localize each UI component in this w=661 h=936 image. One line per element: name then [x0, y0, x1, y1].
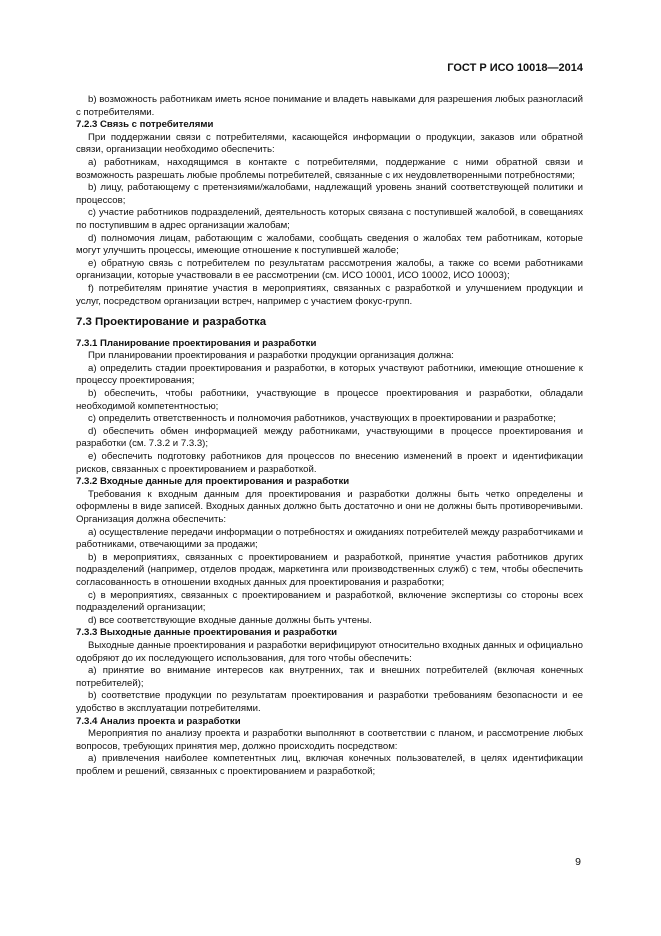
section-heading: 7.3.1 Планирование проектирования и разработки	[76, 337, 317, 349]
paragraph: При планировании проектирования и разработки продукции организация должна:	[88, 350, 454, 362]
paragraph: Мероприятия по анализу проекта и разработки выполняют в соответствии с планом, и рассмотрение любых вопросов, требующих принятия мер, должно происходить посредством:	[76, 728, 583, 752]
section-heading: 7.2.3 Связь с потребителями	[76, 119, 214, 131]
paragraph: d) обеспечить обмен информацией между работниками, участвующими в процессе проектирования и разработки (см. 7.3.2 и 7.3.3);	[76, 425, 583, 450]
document-header: ГОСТ Р ИСО 10018—2014	[447, 62, 583, 74]
paragraph: Требования к входным данным для проектирования и разработки должны быть четко определены и оформлены в виде записей. Входных данных должно быть достаточно и они не должны быть противоречивыми. Организация должна обеспечить:	[76, 488, 583, 525]
paragraph: b) лицу, работающему с претензиями/жалобами, надлежащий уровень знаний соответствующей политики и процессов;	[76, 182, 583, 206]
section-heading: 7.3.4 Анализ проекта и разработки	[76, 715, 241, 727]
paragraph: b) обеспечить, чтобы работники, участвующие в процессе проектирования и разработки, обладали необходимой компетентностью;	[76, 388, 583, 412]
paragraph: a) осуществление передачи информации о потребностях и ожиданиях потребителей между разработчиками и работниками, отвечающими за продажи;	[76, 526, 583, 551]
paragraph: При поддержании связи с потребителями, касающейся информации о продукции, заказов или обратной связи, организации необходимо обеспечить:	[76, 131, 583, 156]
paragraph: f) потребителям принятие участия в мероприятиях, связанных с разработкой и улучшением продукции и услуг, посредством организации встреч, например с участием фокус-групп.	[76, 282, 583, 307]
paragraph: d) полномочия лицам, работающим с жалобами, сообщать сведения о жалобах тем работникам, которые могут улучшить процессы, имеющие отношение к поступившей жалобе;	[76, 232, 583, 257]
paragraph: a) определить стадии проектирования и разработки, в которых участвуют работники, имеющие отношение к процессу проектирования;	[76, 362, 583, 387]
paragraph: b) соответствие продукции по результатам проектирования и разработки требованиям безопасности и ее удобство в эксплуатации потребителями.	[76, 690, 583, 714]
section-heading: 7.3 Проектирование и разработка	[76, 316, 267, 329]
paragraph: d) все соответствующие входные данные должны быть учтены.	[88, 614, 372, 626]
paragraph: a) привлечения наиболее компетентных лиц, включая конечных пользователей, в целях идентификации проблем и решений, связанных с проектированием и разработкой;	[76, 753, 583, 777]
paragraph: c) определить ответственность и полномочия работников, участвующих в проектировании и разработке;	[88, 413, 556, 425]
paragraph: e) обеспечить подготовку работников для процессов по внесению изменений в проект и идентификации рисков, связанных с проектированием и разработкой.	[76, 451, 583, 475]
section-heading: 7.3.2 Входные данные для проектирования и разработки	[76, 476, 350, 488]
paragraph: e) обратную связь с потребителем по результатам рассмотрения жалобы, а также со всеми работниками организации, которые участвовали в ее рассмотрении (см. ИСО 10001, ИСО 10002, ИСО 10003);	[76, 257, 583, 282]
document-body	[76, 94, 583, 778]
paragraph: c) в мероприятиях, связанных с проектированием и разработкой, включение экспертизы со стороны всех подразделений организации;	[76, 589, 583, 614]
paragraph: Выходные данные проектирования и разработки верифицируют относительно входных данных и официально одобряют до их последующего использования, для того чтобы обеспечить:	[76, 639, 583, 664]
paragraph: b) в мероприятиях, связанных с проектированием и разработкой, принятие участия работников других подразделений (например, отделов продаж, маркетинга или производственных служб) с тем, чтобы обеспечить согласованность в отношении входных данных для проектирования и разработки;	[76, 551, 583, 588]
section-heading: 7.3.3 Выходные данные проектирования и разработки	[76, 627, 338, 639]
page-number: 9	[575, 856, 581, 868]
paragraph: a) принятие во внимание интересов как внутренних, так и внешних потребителей (включая конечных потребителей);	[76, 665, 583, 689]
paragraph: a) работникам, находящимся в контакте с потребителями, поддержание с ними обратной связи и возможность разрешать любые проблемы потребителей, связанные с их неудовлетворенными потребностями;	[76, 156, 583, 181]
paragraph: c) участие работников подразделений, деятельность которых связана с поступившей жалобой, в совещаниях по поступившим в адрес организации жалобам;	[76, 207, 583, 231]
paragraph: b) возможность работникам иметь ясное понимание и владеть навыками для разрешения любых разногласий с потребителями.	[76, 94, 583, 118]
